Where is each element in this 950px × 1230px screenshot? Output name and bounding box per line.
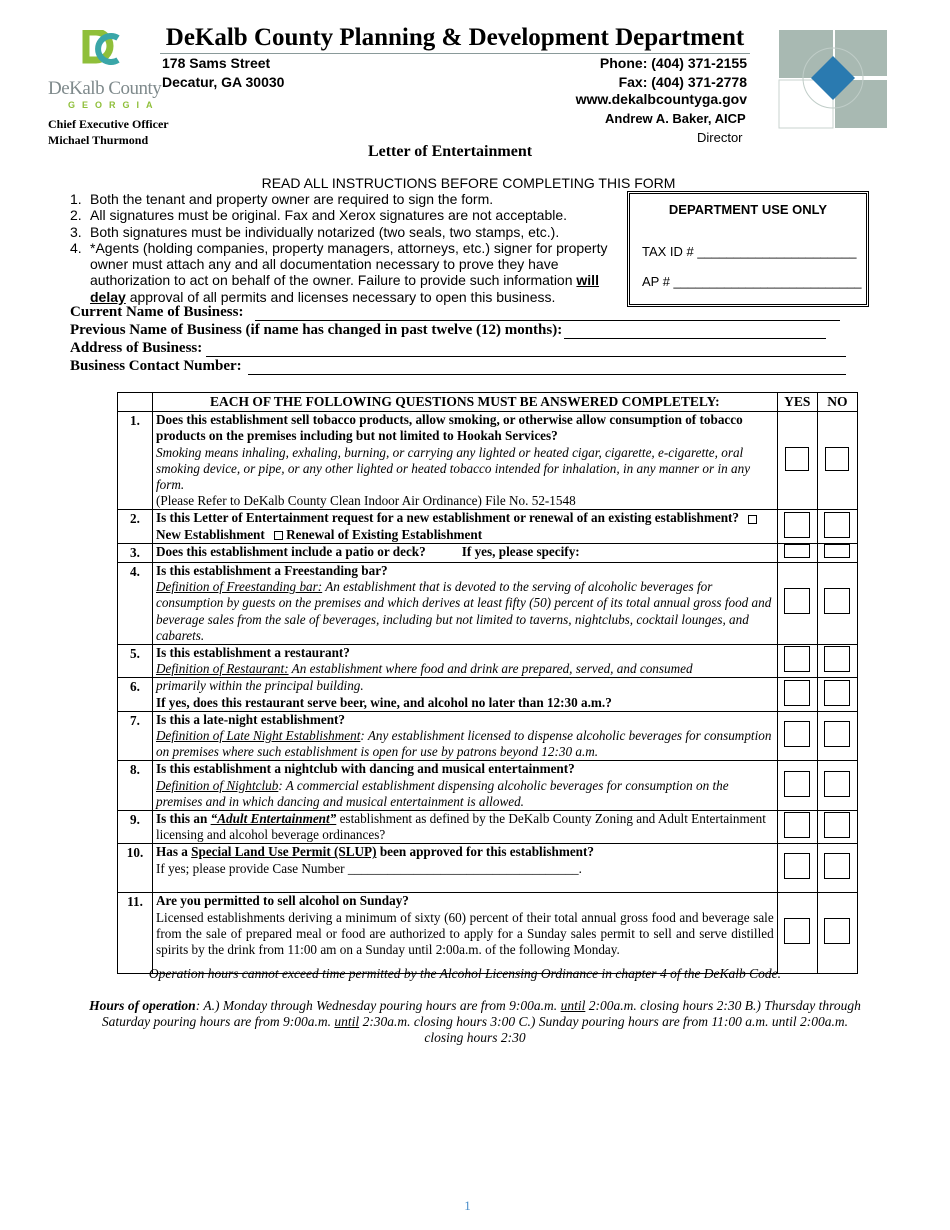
table-row: 4. Is this establishment a Freestanding bar? Definition of Freestanding bar: An establishment that is devoted to the serving of alcoholic beverages for consumption by guests on the premises and which derives at least fifty (50) percent of its total annual gross food and beverage sales from the sale of beverages, including but not limited to taverns, nightclubs, cocktail lounges, and cabarets.: [118, 563, 858, 645]
q6-no-checkbox[interactable]: [824, 680, 850, 706]
case-number-field[interactable]: If yes; please provide Case Number ___________________________________.: [155, 860, 582, 876]
table-header-instructions: EACH OF THE FOLLOWING QUESTIONS MUST BE ANSWERED COMPLETELY:: [152, 393, 777, 412]
operation-hours-note: Operation hours cannot exceed time permitted by the Alcohol Licensing Ordinance in chapter 4 of the DeKalb Code.: [148, 966, 782, 981]
questions-table: [117, 392, 858, 974]
previous-business-name-field[interactable]: [564, 324, 826, 339]
q5-no-checkbox[interactable]: [824, 646, 850, 672]
q1-yes-checkbox[interactable]: [785, 447, 809, 471]
planning-department-logo-icon: [775, 28, 891, 132]
q5-yes-checkbox[interactable]: [784, 646, 810, 672]
q3-yes-checkbox[interactable]: [784, 544, 810, 558]
tax-id-field[interactable]: TAX ID # ______________________: [642, 244, 857, 259]
table-row: 5. Is this establishment a restaurant? Definition of Restaurant: An establishment where food and drink are prepared, served, and consumed: [118, 645, 858, 678]
table-row: 2. Is this Letter of Entertainment request for a new establishment or renewal of an existing establishment? New Establishment Renewal of Existing Establishment: [118, 510, 858, 543]
q7-no-checkbox[interactable]: [824, 721, 850, 747]
instruction-item: 1. Both the tenant and property owner are required to sign the form.: [70, 191, 494, 207]
hours-of-operation: Hours of operation: A.) Monday through Wednesday pouring hours are from 9:00a.m. until 2:00a.m. closing hours 2:30 B.) Thursday through Saturday pouring hours are from 9:00a.m. until 2:30a.m. closing hours 3:00 C.) Sunday pouring hours are from 11:00 a.m. until 2:00a.m. closing hours 2:30: [89, 998, 861, 1045]
previous-business-name-row: [70, 322, 826, 339]
current-business-name-row: [70, 304, 840, 321]
q2-yes-checkbox[interactable]: [784, 512, 810, 538]
q6-yes-checkbox[interactable]: [784, 680, 810, 706]
table-row: 11. Are you permitted to sell alcohol on Sunday? Licensed establishments deriving a minimum of sixty (60) percent of their total annual gross food and beverage sale from the sale of prepared meal or food are authorized to apply for a Sunday sales permit to sell and serve distilled spirits by the drink from 11:00 am on a Sunday until 2:00a.m. of the following Monday.: [118, 893, 858, 974]
table-row: 6. primarily within the principal building. If yes, does this restaurant serve beer, wine, and alcohol no later than 12:30 a.m.?: [118, 678, 858, 711]
business-address-field[interactable]: [206, 342, 846, 357]
q2-no-checkbox[interactable]: [824, 512, 850, 538]
instructions-list: [70, 191, 615, 305]
q11-no-checkbox[interactable]: [824, 918, 850, 944]
q4-no-checkbox[interactable]: [824, 588, 850, 614]
instruction-item: 2. All signatures must be original. Fax and Xerox signatures are not acceptable.: [70, 207, 568, 224]
department-use-only-title: DEPARTMENT USE ONLY: [668, 202, 828, 217]
current-business-name-field[interactable]: [255, 306, 840, 321]
q4-yes-checkbox[interactable]: [784, 588, 810, 614]
q9-no-checkbox[interactable]: [824, 812, 850, 838]
table-row: 3. Does this establishment include a patio or deck? If yes, please specify:: [118, 543, 858, 562]
table-header-row: [118, 393, 858, 412]
q10-no-checkbox[interactable]: [824, 853, 850, 879]
q3-no-checkbox[interactable]: [824, 544, 850, 558]
q8-yes-checkbox[interactable]: [784, 771, 810, 797]
director-name: Andrew A. Baker, AICP: [605, 111, 746, 126]
city-address: Decatur, GA 30030: [162, 74, 285, 90]
website: www.dekalbcountyga.gov: [575, 91, 747, 107]
instruction-item: 3. Both signatures must be individually notarized (two seals, two stamps, etc.).: [70, 223, 560, 240]
q9-yes-checkbox[interactable]: [784, 812, 810, 838]
q8-no-checkbox[interactable]: [824, 771, 850, 797]
instruction-item: 4. *Agents (holding companies, property managers, attorneys, etc.) signer for property owner must attach any and all documentation necessary to prove they have authorization to act on behalf of the owner. Failure to provide such information will delay approval of all permits and licenses necessary to open this business.: [70, 239, 608, 305]
yes-column-header: YES: [777, 393, 817, 412]
new-establishment-checkbox[interactable]: [748, 515, 757, 524]
department-title: DeKalb County Planning & Development Department: [160, 24, 750, 54]
business-contact-label: Business Contact Number:: [70, 358, 242, 374]
q11-yes-checkbox[interactable]: [784, 918, 810, 944]
q10-yes-checkbox[interactable]: [784, 853, 810, 879]
renewal-establishment-checkbox[interactable]: [274, 531, 283, 540]
logo-county-text: DeKalb County: [48, 78, 162, 99]
table-row: 9. Is this an “Adult Entertainment” establishment as defined by the DeKalb County Zoning and Adult Entertainment licensing and alcohol beverage ordinances?: [118, 811, 858, 844]
letter-title: Letter of Entertainment: [367, 143, 533, 160]
business-address-label: Address of Business:: [70, 340, 203, 356]
director-title: Director: [697, 130, 743, 145]
q1-no-checkbox[interactable]: [825, 447, 849, 471]
logo-state-text: GEORGIA: [68, 100, 160, 110]
phone-number: Phone: (404) 371-2155: [599, 55, 747, 71]
business-contact-field[interactable]: [248, 360, 846, 375]
ap-number-field[interactable]: AP # __________________________: [642, 274, 862, 289]
business-address-row: [70, 340, 846, 357]
table-row: 10. Has a Special Land Use Permit (SLUP) been approved for this establishment? If yes; please provide Case Number ___________________________________.: [118, 844, 858, 893]
no-column-header: NO: [817, 393, 857, 412]
fax-number: Fax: (404) 371-2778: [618, 74, 747, 90]
table-row: 8. Is this establishment a nightclub with dancing and musical entertainment? Definition of Nightclub: A commercial establishment dispensing alcoholic beverages for consumption on the premises and in which dancing and musical entertainment is allowed.: [118, 761, 858, 811]
department-use-only-box: [627, 191, 869, 307]
table-row: 7. Is this a late-night establishment? Definition of Late Night Establishment: Any establishment licensed to dispense alcoholic beverages for consumption on premises where such establishment is open for use by patrons beyond 12:30 a.m.: [118, 711, 858, 761]
q7-yes-checkbox[interactable]: [784, 721, 810, 747]
instructions-heading: READ ALL INSTRUCTIONS BEFORE COMPLETING THIS FORM: [261, 175, 676, 191]
table-row: 1. Does this establishment sell tobacco products, allow smoking, or otherwise allow consumption of tobacco products on the premises including but not limited to Hookah Services? Smoking means inhaling, exhaling, burning, or carrying any lighted or heated cigar, cigarette, e-cigarette, oral smoking device, or pipe, or any other lighted or heated tobacco intended for inhalation, in any manner or in any form. (Please Refer to DeKalb County Clean Indoor Air Ordinance) File No. 52-1548: [118, 412, 858, 510]
ceo-name: Michael Thurmond: [48, 133, 149, 147]
current-business-name-label: Current Name of Business:: [70, 304, 244, 320]
previous-business-name-label: Previous Name of Business (if name has changed in past twelve (12) months):: [70, 322, 563, 338]
page-number: 1: [464, 1198, 471, 1213]
will-delay-emphasis: will delay: [90, 272, 599, 305]
business-contact-row: [70, 358, 846, 375]
ceo-title: Chief Executive Officer: [48, 117, 169, 131]
street-address: 178 Sams Street: [162, 55, 271, 71]
dekalb-county-logo-icon: [82, 30, 122, 70]
